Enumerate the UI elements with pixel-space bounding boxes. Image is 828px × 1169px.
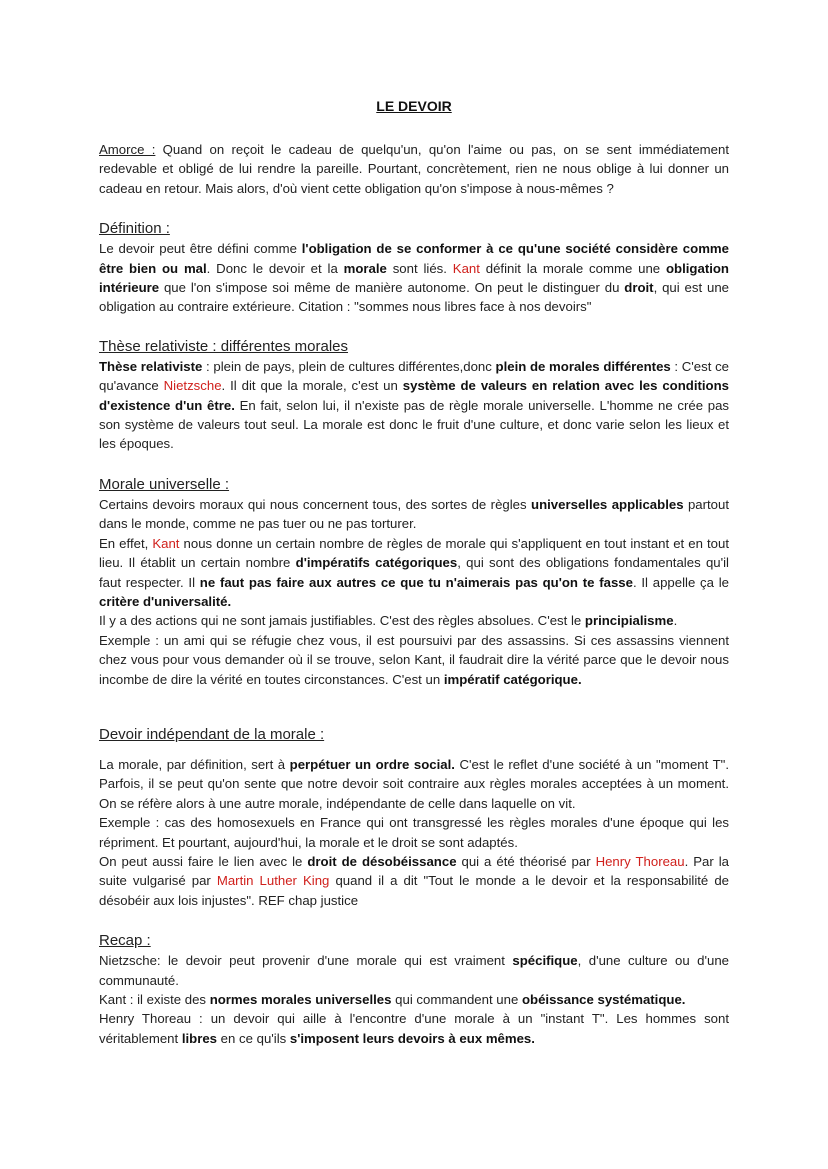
- bold-run: droit de désobéissance: [307, 853, 457, 869]
- independant-heading: Devoir indépendant de la morale :: [99, 725, 325, 743]
- text-run: Henry Thoreau : un devoir qui aille à l'encontre d'une morale à un "instant T". Les hommes sont véritablement: [99, 1011, 729, 1046]
- text-run: , qui sont des obligations fondamentales qu'il faut respecter. Il: [99, 555, 729, 590]
- text-run: . Donc le devoir et la: [206, 260, 344, 276]
- text-run: : C'est ce qu'avance: [99, 358, 730, 394]
- text-run: sont liés.: [386, 260, 453, 276]
- definition-paragraph: [99, 239, 729, 317]
- amorce-text: Quand on reçoit le cadeau de quelqu'un, qu'on l'aime ou pas, on se sent immédiatement redevable et obligé de lui rendre la pareille. Pourtant, concrètement, rien ne nous oblige à lui donner un cadeau en retour. Mais alors, d'où vient cette obligation qu'on s'impose à nous-mêmes ?: [99, 142, 729, 196]
- text-run: en ce qu'ils: [217, 1030, 290, 1046]
- text-run: Exemple : un ami qui se réfugie chez vous, il est poursuivi par des assassins. Si ces assassins viennent chez vous pour vous demander où il se trouve, selon Kant, il faudrait dire la vérité parce que le devoir nous incombe de dire la vérité en toutes circonstances. C'est un: [99, 632, 729, 687]
- bold-run: morale: [343, 260, 387, 276]
- bold-run: d'impératifs catégoriques: [295, 555, 458, 571]
- these-heading: Thèse relativiste : différentes morales: [99, 337, 349, 355]
- text-run: Nietzsche: le devoir peut provenir d'une morale qui est vraiment: [99, 953, 513, 969]
- highlight-name: Martin Luther King: [216, 873, 330, 889]
- text-run: , d'une culture ou d'une communauté.: [99, 953, 730, 988]
- text-run: .: [673, 613, 678, 629]
- text-run: Le devoir peut être défini comme: [99, 241, 302, 257]
- bold-run: critère d'universalité.: [99, 593, 232, 609]
- text-run: En fait, selon lui, il n'existe pas de règle morale universelle. L'homme ne crée pas son système de valeurs tout seul. La morale est donc le fruit d'une culture, et donc varie selon les lieux et les époques.: [99, 397, 729, 452]
- universelle-paragraph-1: [99, 495, 729, 534]
- text-run: C'est le reflet d'une société à un "moment T". Parfois, il se peut qu'on sente que notre devoir soit contraire aux règles morales acceptées à un moment. On se réfère alors à une autre morale, indépendante de celle dans laquelle on vit.: [99, 756, 729, 811]
- bold-run: ne faut pas faire aux autres ce que tu n'aimerais pas qu'on te fasse: [199, 574, 633, 590]
- bold-run: plein de morales différentes: [495, 358, 671, 374]
- bold-run: système de valeurs en relation avec les conditions d'existence d'un être.: [99, 378, 730, 413]
- independant-paragraph-1: [99, 755, 729, 813]
- bold-run: impératif catégorique.: [443, 671, 582, 687]
- bold-run: l'obligation de se conformer à ce qu'une société considère comme être bien ou mal: [99, 241, 729, 276]
- definition-heading: Définition :: [99, 220, 170, 238]
- universelle-paragraph-2: [99, 534, 729, 612]
- bold-run: spécifique: [512, 953, 578, 969]
- text-run: : plein de pays, plein de cultures différentes,donc: [202, 358, 496, 374]
- text-run: . Par la suite vulgarisé par: [99, 853, 729, 889]
- amorce-label: Amorce :: [99, 142, 156, 157]
- universelle-heading: Morale universelle :: [99, 475, 230, 493]
- these-paragraph: [99, 357, 729, 454]
- text-run: La morale, par définition, sert à: [99, 756, 290, 772]
- text-run: . Il appelle ça le: [632, 574, 729, 590]
- text-run: Certains devoirs moraux qui nous concernent tous, des sortes de règles: [99, 496, 532, 512]
- text-run: partout dans le monde, comme ne pas tuer ou ne pas torturer.: [99, 496, 730, 532]
- universelle-paragraph-3: [99, 611, 729, 630]
- document-page: [99, 98, 729, 1048]
- highlight-name: Nietzsche: [163, 378, 222, 394]
- bold-run: obligation intérieure: [99, 260, 729, 296]
- recap-paragraph-1: [99, 951, 729, 990]
- bold-run: principialisme: [584, 613, 674, 629]
- highlight-name: Henry Thoreau: [595, 853, 685, 869]
- text-run: qui a été théorisé par: [456, 853, 596, 869]
- highlight-name: Kant: [152, 535, 180, 551]
- text-run: que l'on s'impose soi même de manière autonome. On peut le distinguer du: [159, 280, 625, 296]
- bold-run: obéissance systématique.: [521, 992, 686, 1007]
- highlight-name: Kant: [452, 260, 480, 276]
- text-run: Il y a des actions qui ne sont jamais justifiables. C'est des règles absolues. C'est le: [99, 613, 585, 629]
- text-run: . Il dit que la morale, c'est un: [221, 378, 403, 394]
- text-run: En effet,: [99, 535, 153, 551]
- text-run: , qui est une obligation au contraire extérieure. Citation : "sommes nous libres face à nos devoirs": [99, 280, 729, 315]
- text-run: nous donne un certain nombre de règles de morale qui s'appliquent en tout instant et en tout lieu. Il établit un certain nombre: [99, 535, 730, 571]
- text-run: définit la morale comme une: [479, 260, 666, 276]
- bold-run: s'imposent leurs devoirs à eux mêmes.: [289, 1030, 535, 1046]
- independant-paragraph-3: [99, 852, 729, 910]
- amorce-paragraph: [99, 140, 729, 198]
- bold-run: droit: [624, 280, 654, 296]
- universelle-paragraph-4: [99, 631, 729, 689]
- recap-paragraph-2: [99, 990, 729, 1009]
- bold-run: universelles applicables: [531, 496, 684, 512]
- bold-run: libres: [181, 1030, 218, 1046]
- independant-paragraph-2: Exemple : cas des homosexuels en France qui ont transgressé les règles morales d'une époque qui les répriment. Et pourtant, aujourd'hui, la morale et le droit se sont adaptés.: [99, 815, 729, 850]
- bold-run: normes morales universelles: [209, 992, 392, 1007]
- text-run: quand il a dit "Tout le monde a le devoir et la responsabilité de désobéir aux lois injustes". REF chap justice: [99, 873, 729, 908]
- bold-run: Thèse relativiste: [99, 358, 203, 374]
- recap-heading: Recap :: [99, 932, 151, 950]
- text-run: On peut aussi faire le lien avec le: [99, 853, 308, 869]
- bold-run: perpétuer un ordre social.: [289, 756, 455, 772]
- recap-paragraph-3: [99, 1009, 729, 1048]
- text-run: qui commandent une: [391, 992, 522, 1007]
- document-title: LE DEVOIR: [376, 98, 452, 114]
- text-run: Kant : il existe des: [99, 992, 210, 1007]
